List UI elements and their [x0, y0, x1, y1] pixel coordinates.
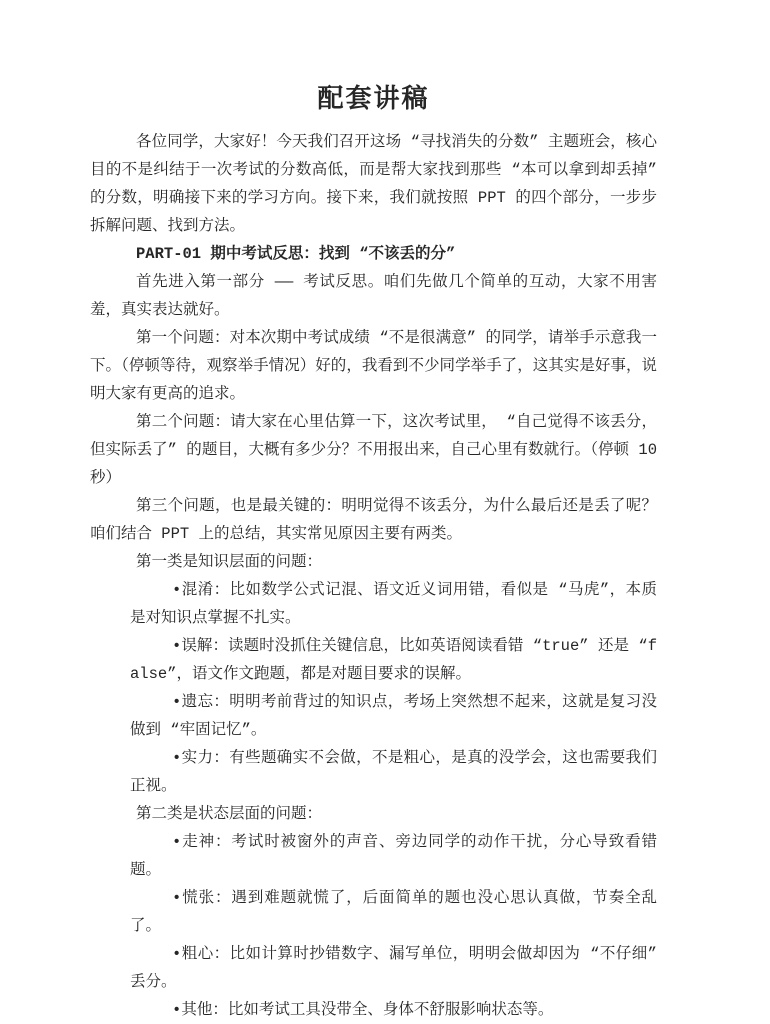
list-item-text: 遗忘：明明考前背过的知识点，考场上突然想不起来，这就是复习没做到 “牢固记忆”。: [130, 693, 657, 739]
list-item-text: 其他：比如考试工具没带全、身体不舒服影响状态等。: [181, 1001, 554, 1019]
list-item-panic: [130, 884, 657, 940]
paragraph-category-2-label: 第二类是状态层面的问题：: [136, 805, 323, 823]
bullet-icon: •: [172, 945, 182, 963]
bullet-icon: •: [172, 833, 182, 851]
list-item-ability: [130, 744, 657, 800]
bullet-icon: •: [172, 693, 182, 711]
bullet-icon: •: [172, 637, 182, 655]
list-item-distraction: [130, 828, 657, 884]
list-item-text: 混淆：比如数学公式记混、语文近义词用错，看似是 “马虎”，本质是对知识点掌握不扎实。: [130, 581, 657, 627]
paragraph-intro: 各位同学，大家好！今天我们召开这场 “寻找消失的分数” 主题班会，核心目的不是纠结于一次考试的分数高低，而是帮大家找到那些 “本可以拿到却丢掉” 的分数，明确接下来的学习方向。接下来，我们就按照 PPT 的四个部分，一步步拆解问题、找到方法。: [90, 133, 657, 235]
paragraph-first-part: 首先进入第一部分 —— 考试反思。咱们先做几个简单的互动，大家不用害羞，真实表达就好。: [90, 273, 657, 319]
paragraph-question-2: 第二个问题：请大家在心里估算一下，这次考试里， “自己觉得不该丢分，但实际丢了” 的题目，大概有多少分？不用报出来，自己心里有数就行。（停顿 10 秒）: [90, 413, 657, 487]
bullet-icon: •: [172, 581, 182, 599]
list-item-text: 误解：读题时没抓住关键信息，比如英语阅读看错 “true” 还是 “false”，语文作文跑题，都是对题目要求的误解。: [130, 637, 657, 683]
list-item-carelessness: [130, 940, 657, 996]
list-item-text: 实力：有些题确实不会做，不是粗心，是真的没学会，这也需要我们正视。: [130, 749, 657, 795]
bullet-icon: •: [172, 749, 182, 767]
list-item-confusion: [130, 576, 657, 632]
paragraph-category-1-label: 第一类是知识层面的问题：: [136, 553, 323, 571]
document-title: 配套讲稿: [317, 85, 430, 115]
bullet-icon: •: [172, 1001, 182, 1019]
list-item-other: [130, 996, 657, 1024]
list-item-misunderstanding: [130, 632, 657, 688]
section-heading-part-01: PART-01 期中考试反思：找到 “不该丢的分”: [136, 245, 456, 263]
bullet-icon: •: [172, 889, 182, 907]
paragraph-question-1: 第一个问题：对本次期中考试成绩 “不是很满意” 的同学，请举手示意我一下。（停顿等待，观察举手情况）好的，我看到不少同学举手了，这其实是好事，说明大家有更高的追求。: [90, 329, 657, 403]
list-item-text: 粗心：比如计算时抄错数字、漏写单位，明明会做却因为 “不仔细” 丢分。: [130, 945, 657, 991]
list-item-text: 慌张：遇到难题就慌了，后面简单的题也没心思认真做，节奏全乱了。: [130, 889, 657, 935]
list-item-forgetting: [130, 688, 657, 744]
paragraph-question-3: 第三个问题，也是最关键的：明明觉得不该丢分，为什么最后还是丢了呢？咱们结合 PPT 上的总结，其实常见原因主要有两类。: [90, 497, 657, 543]
list-item-text: 走神：考试时被窗外的声音、旁边同学的动作干扰，分心导致看错题。: [130, 833, 657, 879]
